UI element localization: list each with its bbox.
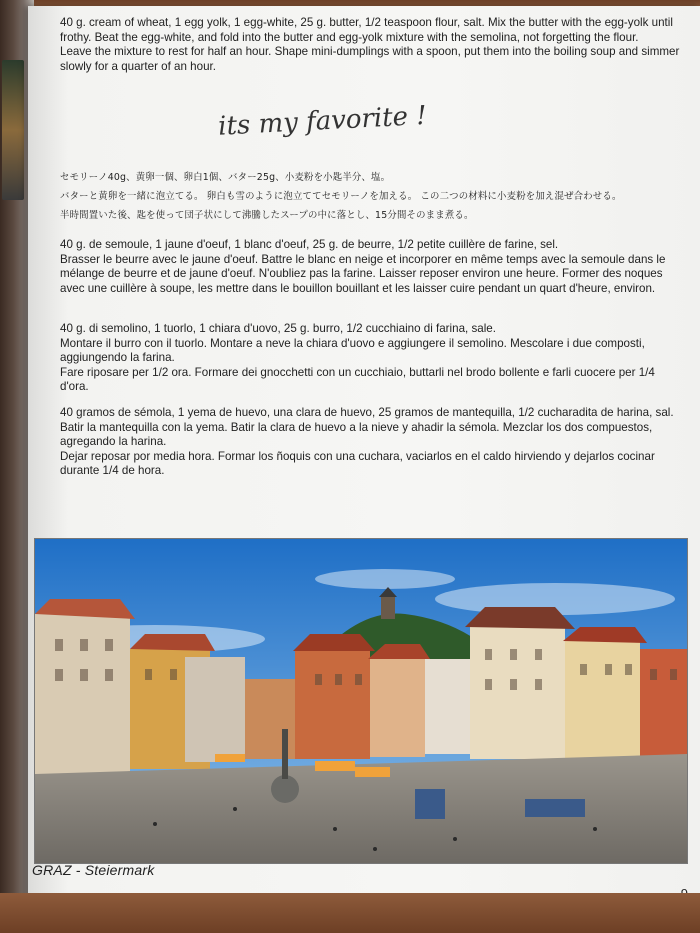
recipe-japanese: セモリーノ40g、黄卵一個、卵白1個、バター25g、小麦粉を小匙半分、塩。 バターと黄卵を一緒に泡立てる。 卵白も雪のように泡立ててセモリーノを加える。 この二つの材料に小麦粉を加え混ぜ合わせる。 半時間置いた後、匙を使って団子状にして沸騰したスープの中に落とし、15分間そのまま煮る。 [60, 172, 622, 221]
graz-photo [34, 538, 688, 864]
photo-caption: GRAZ - Steiermark [32, 862, 155, 878]
recipe-spanish: 40 gramos de sémola, 1 yema de huevo, una clara de huevo, 25 gramos de mantequilla, 1/2 cucharadita de harina, sal. Batir la mantequilla con la yema. Batir la clara de huevo a la nieve y ahadir la sémola. Mezclar los dos compuestos, agregando la harina. Dejar reposar por media hora. Formar los ñoquis con una cuchara, vaciarlos en el caldo hirviendo y dejarlos cocinar durante 1/4 de hora. [60, 406, 674, 478]
recipe-french: 40 g. de semoule, 1 jaune d'oeuf, 1 blanc d'oeuf, 25 g. de beurre, 1/2 petite cuillère de farine, sel. Brasser le beurre avec le jaune d'oeuf. Battre le blanc en neige et incorporer en même temps avec la semoule dans le mélange de beurre et de jaune d'oeuf. N'oubliez pas la farine. Laisser reposer environ une heure. Former des noques avec une cuillère à soupe, les mettre dans le bouillon bouillant et les laisser cuire pendant un quart d'heure, environ. [60, 238, 666, 295]
recipe-english: 40 g. cream of wheat, 1 egg yolk, 1 egg-white, 25 g. butter, 1/2 teaspoon flour, salt. Mix the butter with the egg-yolk until frothy. Beat the egg-white, and fold into the butter and egg-yolk mixture with the semolina, not forgetting the flour. Leave the mixture to rest for half an hour. Shape mini-dumplings with a spoon, put them into the boiling soup and simmer slowly for a quarter of an hour. [60, 16, 680, 73]
handwritten-note-text: its my favorite ! [217, 100, 428, 142]
book-page [28, 6, 700, 908]
handwritten-note [208, 94, 488, 144]
recipe-italian: 40 g. di semolino, 1 tuorlo, 1 chiara d'uovo, 25 g. burro, 1/2 cucchiaino di farina, sale. Montare il burro con il tuorlo. Montare a neve la chiara d'uovo e aggiungere il semolino. Mescolare i due composti, aggiungendo la farina. Fare riposare per 1/2 ora. Formare dei gnocchetti con un cucchiaio, buttarli nel brodo bollente e farli cuocere per 1/4 d'ora. [60, 322, 655, 394]
book-cover-image [2, 60, 24, 200]
table-surface [0, 893, 700, 933]
